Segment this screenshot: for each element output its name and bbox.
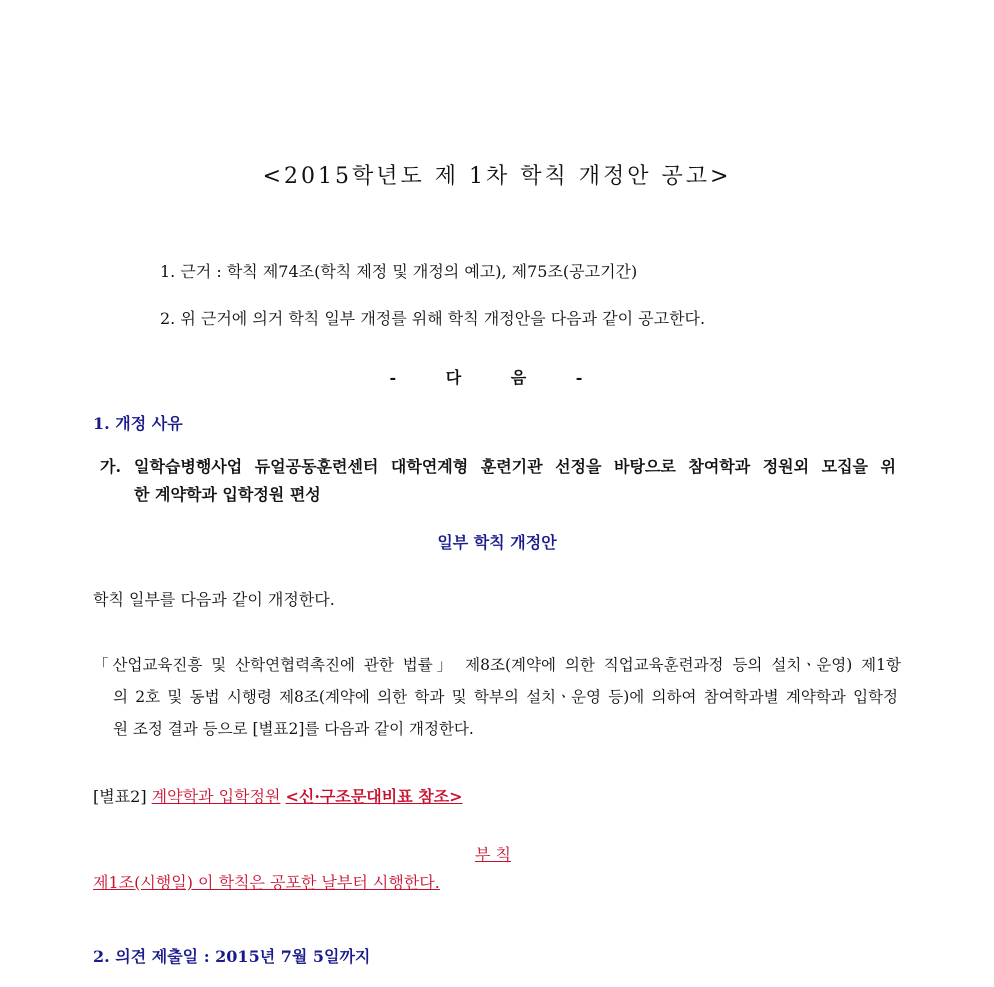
paragraph-line-2: 의 2호 및 동법 시행령 제8조(계약에 의한 학과 및 학부의 설치ㆍ운영 등)에 의하여 참여학과별 계약학과 입학정 bbox=[113, 688, 898, 706]
reason-line-2: 한 계약학과 입학정원 편성 bbox=[134, 485, 321, 504]
table-name: 계약학과 입학정원 bbox=[151, 787, 281, 806]
document-title: <2015학년도 제 1차 학칙 개정안 공고> bbox=[262, 164, 732, 189]
section-2-heading: 2. 의견 제출일 : 2015년 7월 5일까지 bbox=[93, 947, 371, 966]
amendment-intro: 학칙 일부를 다음과 같이 개정한다. bbox=[93, 590, 335, 609]
table-label: [별표2] bbox=[93, 787, 147, 806]
table-comparison-ref: <신·구조문대비표 참조> bbox=[285, 787, 463, 806]
reason-line-1: 일학습병행사업 듀얼공동훈련센터 대학연계형 훈련기관 선정을 바탕으로 참여학과 정원외 모집을 위 bbox=[134, 457, 896, 476]
notice-line: 2. 위 근거에 의거 학칙 일부 개정를 위해 학칙 개정안을 다음과 같이 공고한다. bbox=[160, 309, 706, 328]
paragraph-line-3: 원 조정 결과 등으로 [별표2]를 다음과 같이 개정한다. bbox=[113, 720, 474, 738]
amendment-title: 일부 학칙 개정안 bbox=[437, 533, 557, 552]
table-reference-line bbox=[93, 787, 463, 807]
supplementary-article: 제1조(시행일) 이 학칙은 공포한 날부터 시행한다. bbox=[93, 873, 440, 892]
paragraph-line-1: 「산업교육진흥 및 산학연협력촉진에 관한 법률」 제8조(계약에 의한 직업교육훈련과정 등의 설치ㆍ운영) 제1항 bbox=[93, 656, 901, 674]
supplementary-title: 부 칙 bbox=[475, 845, 511, 864]
next-heading: - 다 음 - bbox=[389, 368, 605, 387]
section-1-heading: 1. 개정 사유 bbox=[93, 414, 183, 433]
basis-line: 1. 근거 : 학칙 제74조(학칙 제정 및 개정의 예고), 제75조(공고기간) bbox=[160, 262, 638, 281]
reason-marker: 가. bbox=[100, 457, 122, 476]
